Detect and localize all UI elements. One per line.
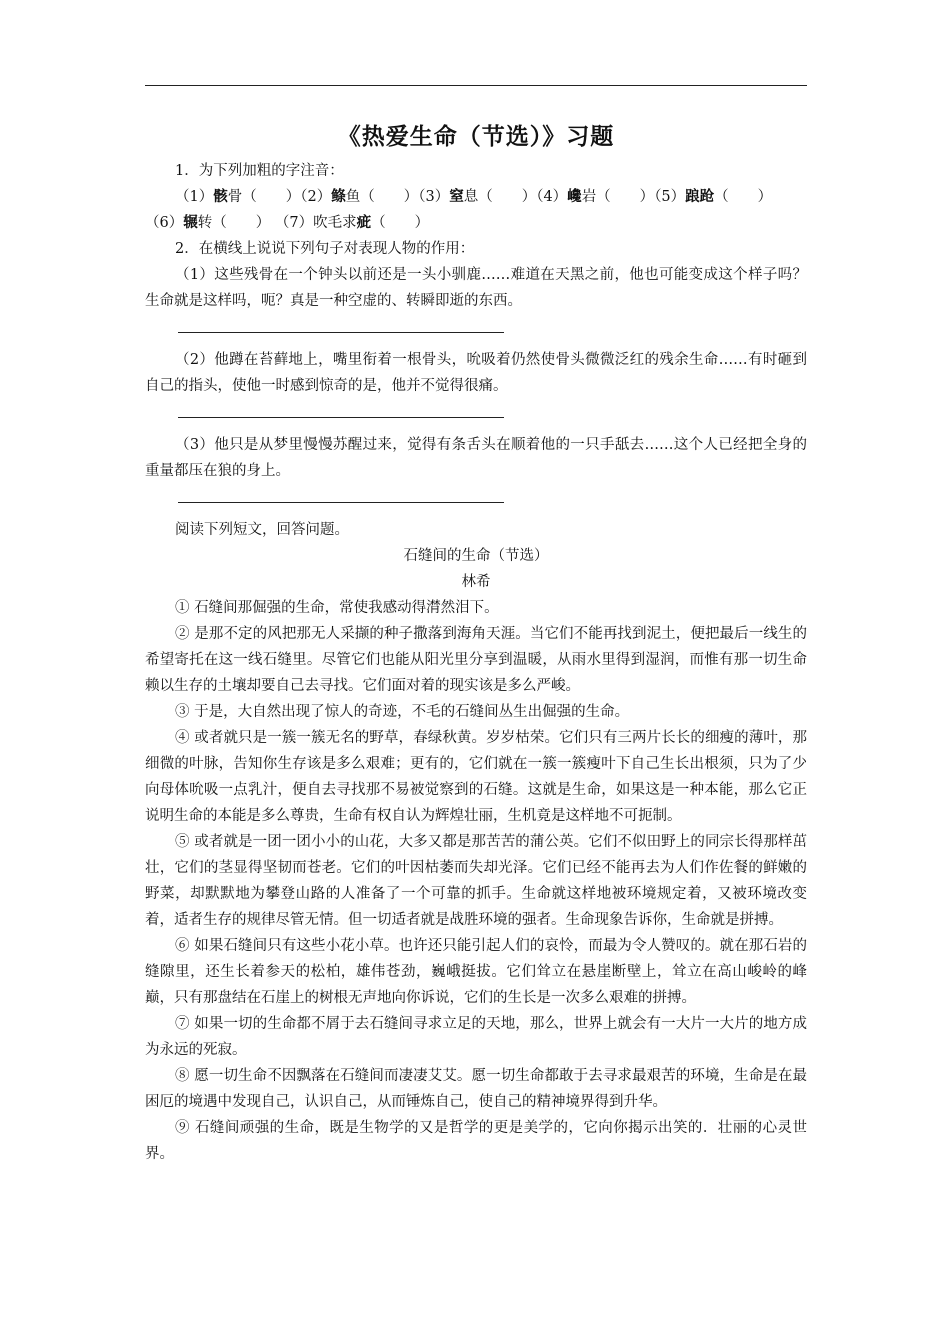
page-title: 《热爱生命（节选）》习题 [337,123,615,150]
passage-author: 林希 [461,574,491,590]
passage-paragraph-9: ⑨ 石缝间顽强的生命，既是生物学的又是哲学的更是美学的，它向你揭示出笑的．壮丽的心灵世界。 [145,1120,807,1162]
question-2-stem: 2．在横线上说说下列句子对表现人物的作用： [175,241,475,257]
pinyin-item-6: （6）辗转（ ） [145,214,271,231]
passage-paragraph-8: ⑧ 愿一切生命不因飘落在石缝间而凄凄艾艾。愿一切生命都敢于去寻求最艰苦的环境，生命是在最困厄的境遇中发现自己，认识自己，从而锤炼自己，使自己的精神境界得到升华。 [145,1068,807,1110]
pinyin-item-3: （3）窒息（ ） [418,188,537,205]
pinyin-item-1: （1）骸骨（ ） [175,188,301,205]
answer-line-1[interactable] [178,332,504,333]
question-1-stem: 1．为下列加粗的字注音： [175,163,344,179]
passage-paragraph-6: ⑥ 如果石缝间只有这些小花小草。也许还只能引起人们的哀怜，而最为令人赞叹的。就在那石岩的缝隙里，还生长着参天的松柏，雄伟苍劲，巍峨挺拔。它们耸立在悬崖断壁上，耸立在高山峻岭的峰巅，只有那盘结在石崖上的树根无声地向你诉说，它们的生长是一次多么艰难的拼搏。 [145,938,807,1006]
passage-paragraph-5: ⑤ 或者就是一团一团小小的山花，大多又都是那苦苦的蒲公英。它们不似田野上的同宗长得那样茁壮，它们的茎显得坚韧而苍老。它们的叶因枯萎而失却光泽。它们已经不能再去为人们作佐餐的鲜嫩的野菜，却默默地为攀登山路的人准备了一个可靠的抓手。生命就这样地被环境规定着，又被环境改变着，适者生存的规律尽管无情。但一切适者就是战胜环境的强者。生命现象告诉你，生命就是拼搏。 [145,834,807,928]
passage-title: 石缝间的生命（节选） [403,548,549,564]
pinyin-item-4: （4）巉岩（ ） [536,188,655,205]
pinyin-item-2: （2）鲦鱼（ ） [300,188,419,205]
passage-paragraph-3: ③ 于是，大自然出现了惊人的奇迹，不毛的石缝间丛生出倔强的生命。 [175,704,630,720]
question-1-items-line-1 [145,184,807,210]
document-body [145,158,807,1167]
passage-paragraph-7: ⑦ 如果一切的生命都不屑于去石缝间寻求立足的天地，那么，世界上就会有一大片一大片的地方成为永远的死寂。 [145,1016,807,1058]
question-2-sentence-1: （1）这些残骨在一个钟头以前还是一头小驯鹿……难道在天黑之前，他也可能变成这个样子吗？生命就是这样吗，呃？真是一种空虚的、转瞬即逝的东西。 [145,267,807,309]
passage-paragraph-1: ① 石缝间那倔强的生命，常使我感动得潸然泪下。 [175,600,499,616]
pinyin-item-7: （7）吹毛求疵（ ） [274,214,430,231]
question-2-sentence-2: （2）他蹲在苔藓地上，嘴里衔着一根骨头，吮吸着仍然使骨头微微泛红的残余生命……有时砸到自己的指头，使他一时感到惊奇的是，他并不觉得很痛。 [145,352,807,394]
passage-paragraph-4: ④ 或者就只是一簇一簇无名的野草，春绿秋黄。岁岁枯荣。它们只有三两片长长的细瘦的薄叶，那细微的叶脉，告知你生存该是多么艰难；更有的，它们就在一簇一簇瘦叶下自己生长出根须，只为了少向母体吮吸一点乳汁，便自去寻找那不易被觉察到的石缝。这就是生命，如果这是一种本能，那么它正说明生命的本能是多么尊贵，生命有权自认为辉煌壮丽，生机竟是这样地不可扼制。 [145,730,807,824]
pinyin-item-5: （5）踉跄（ ） [654,188,773,205]
question-1-items-line-2 [145,210,807,236]
question-2-sentence-3: （3）他只是从梦里慢慢苏醒过来，觉得有条舌头在顺着他的一只手舐去……这个人已经把全身的重量都压在狼的身上。 [145,437,807,479]
answer-line-2[interactable] [178,417,504,418]
passage-paragraph-2: ② 是那不定的风把那无人采撷的种子撒落到海角天涯。当它们不能再找到泥土，便把最后一线生的希望寄托在这一线石缝里。尽管它们也能从阳光里分享到温暖，从雨水里得到湿润，而惟有那一切生命赖以生存的土壤却要自己去寻找。它们面对着的现实该是多么严峻。 [145,626,807,694]
reading-intro: 阅读下列短文，回答问题。 [175,522,349,538]
header-rule [145,85,807,86]
answer-line-3[interactable] [178,502,504,503]
